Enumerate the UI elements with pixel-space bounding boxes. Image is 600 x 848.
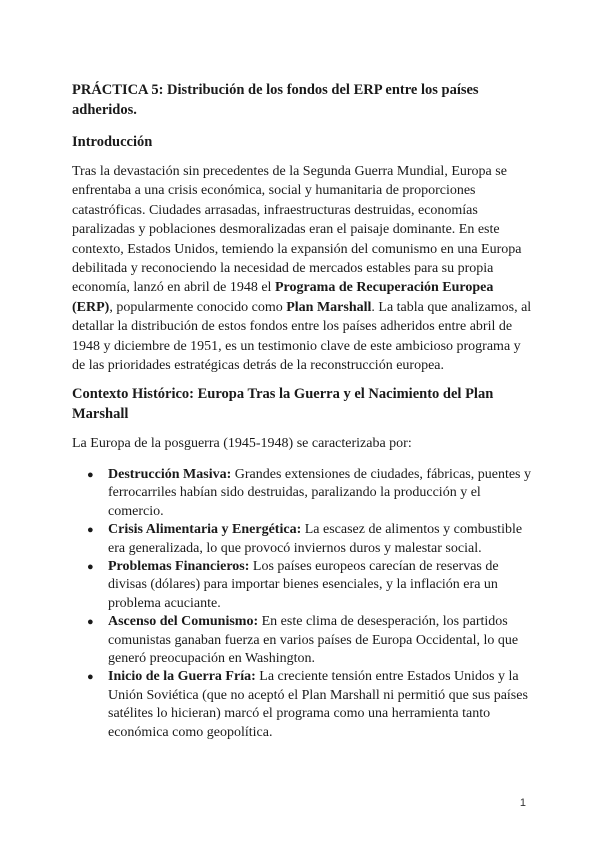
intro-bold-plan: Plan Marshall <box>286 299 372 315</box>
list-item-term: Crisis Alimentaria y Energética: <box>108 522 302 538</box>
bullet-icon: ● <box>87 468 94 481</box>
list-item-term: Inicio de la Guerra Fría: <box>108 669 256 685</box>
intro-heading: Introducción <box>72 134 153 150</box>
list-item <box>72 521 532 558</box>
document-title: PRÁCTICA 5: Distribución de los fondos del ERP entre los países adheridos. <box>72 82 479 118</box>
page-number: 1 <box>519 797 526 809</box>
context-lead: La Europa de la posguerra (1945-1948) se caracterizaba por: <box>72 436 412 452</box>
list-item <box>72 466 532 521</box>
list-item-text: Los países europeos carecían de reservas de divisas (dólares) para importar bienes esenciales, y la inflación era un problema acuciante. <box>108 558 499 611</box>
bullet-icon: ● <box>87 524 94 537</box>
list-item-text: Grandes extensiones de ciudades, fábricas, puentes y ferrocarriles habían sido destruidas, paralizando la producción y el comercio. <box>108 466 531 519</box>
intro-text-1: Tras la devastación sin precedentes de la Segunda Guerra Mundial, Europa se enfrentaba a una crisis económica, social y humanitaria de proporciones catastróficas. Ciudades arrasadas, infraestructuras destruidas, economías paralizadas y poblaciones desmoralizadas eran el paisaje dominante. En este contexto, Estados Unidos, temiendo la expansión del comunismo en una Europa debilitada y reconociendo la necesidad de mercados estables para su propia economía, lanzó en abril de 1948 el <box>72 164 522 296</box>
list-item <box>72 558 532 613</box>
list-item-text: La escasez de alimentos y combustible era generalizada, lo que provocó inviernos duros y malestar social. <box>108 522 523 556</box>
intro-bold-erp: Programa de Recuperación Europea (ERP) <box>72 280 494 315</box>
bullet-icon: ● <box>87 560 94 573</box>
list-item-term: Destrucción Masiva: <box>108 466 232 482</box>
document-page <box>72 80 532 742</box>
list-item-term: Problemas Financieros: <box>108 558 250 574</box>
list-item-text: La creciente tensión entre Estados Unidos y la Unión Soviética (que no aceptó el Plan Marshall ni permitió que sus países satélites lo hicieran) marcó el programa como una herramienta tanto económica como geopolítica. <box>108 669 528 740</box>
list-item-text: En este clima de desesperación, los partidos comunistas ganaban fuerza en varios países de Europa Occidental, lo que generó preocupación en Washington. <box>108 614 519 666</box>
list-item-term: Ascenso del Comunismo: <box>108 614 259 630</box>
context-heading: Contexto Histórico: Europa Tras la Guerra y el Nacimiento del Plan Marshall <box>72 386 494 423</box>
intro-text-3: . La tabla que analizamos, al detallar la distribución de estos fondos entre los países adheridos entre abril de 1948 y diciembre de 1951, es un testimonio clave de este ambicioso programa y de las prioridades estratégicas detrás de la reconstrucción europea. <box>72 299 532 374</box>
intro-text-2: , popularmente conocido como <box>109 299 287 315</box>
bullet-icon: ● <box>87 671 94 684</box>
list-item <box>72 668 532 742</box>
context-list <box>72 466 532 742</box>
bullet-icon: ● <box>87 616 94 629</box>
intro-paragraph <box>72 162 532 375</box>
list-item <box>72 613 532 668</box>
